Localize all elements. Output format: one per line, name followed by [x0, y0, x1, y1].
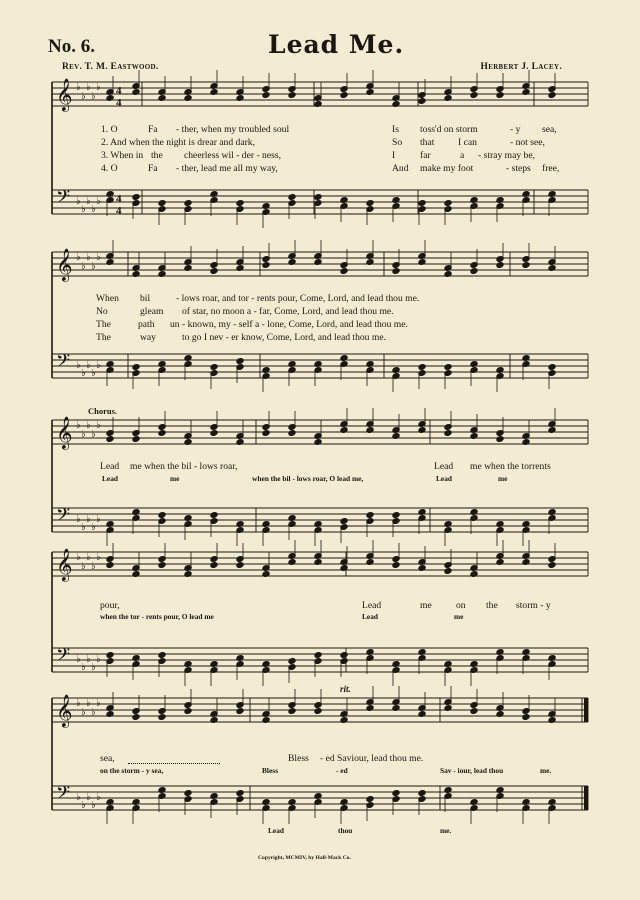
- flat-icon: ♭: [76, 252, 81, 263]
- time-signature: 4: [116, 85, 122, 97]
- lyric: of star, no moon a - far, Come, Lord, and lead thou me.: [182, 306, 394, 317]
- lyric: The: [96, 332, 111, 343]
- notehead: [184, 708, 192, 715]
- notehead: [210, 562, 218, 569]
- lyric: - y: [510, 124, 521, 135]
- notehead: [236, 708, 244, 715]
- lyric: cheerless wil - der - ness,: [184, 150, 281, 161]
- notehead: [132, 436, 140, 443]
- bass-clef-icon: 𝄢: [56, 351, 71, 376]
- flat-icon: ♭: [81, 800, 86, 811]
- lyric: I can: [458, 137, 477, 148]
- lyric: Lead: [362, 600, 382, 611]
- notehead: [132, 714, 140, 721]
- notehead: [106, 436, 114, 443]
- notehead: [314, 194, 322, 201]
- lyric: me when the bil - lows roar,: [130, 461, 238, 472]
- flat-icon: ♭: [81, 368, 86, 379]
- notehead: [340, 518, 348, 525]
- bass-clef-icon: 𝄢: [56, 187, 71, 212]
- lyric: Lead: [436, 474, 453, 483]
- flat-icon: ♭: [96, 196, 101, 207]
- flat-icon: ♭: [96, 360, 101, 371]
- bass-clef-icon: 𝄢: [56, 645, 71, 670]
- notehead: [548, 364, 556, 371]
- notehead: [418, 98, 426, 105]
- notehead: [444, 200, 452, 207]
- lyric: a: [460, 150, 465, 161]
- notehead: [236, 200, 244, 207]
- notehead: [158, 512, 166, 519]
- notehead: [418, 364, 426, 371]
- lyric: sea,: [100, 753, 115, 764]
- lyric: The: [96, 319, 111, 330]
- lyric: Fa: [148, 163, 158, 174]
- notehead: [158, 652, 166, 659]
- lyric: on the storm - y sea,: [100, 766, 164, 775]
- lyric: 3. When in: [101, 150, 144, 161]
- notehead: [288, 92, 296, 99]
- flat-icon: ♭: [86, 420, 91, 431]
- lyric: - stray may be,: [478, 150, 536, 161]
- author-credit: Rev. T. M. Eastwood.: [62, 62, 159, 72]
- notehead: [236, 562, 244, 569]
- flat-icon: ♭: [91, 204, 96, 215]
- notehead: [444, 430, 452, 437]
- lyric: toss'd on storm: [420, 124, 478, 135]
- notehead: [158, 430, 166, 437]
- notehead: [366, 200, 374, 207]
- notehead: [262, 262, 270, 269]
- notehead: [522, 714, 530, 721]
- flat-icon: ♭: [76, 360, 81, 371]
- notehead: [496, 262, 504, 269]
- notehead: [340, 92, 348, 99]
- notehead: [366, 796, 374, 803]
- lyric: - ther, lead me all my way,: [176, 163, 278, 174]
- lyric: - lows roar, and tor - rents pour, Come, Lord, and lead thou me.: [176, 293, 420, 304]
- lyric: when the tor - rents pour, O lead me: [100, 612, 214, 621]
- notehead: [288, 658, 296, 665]
- treble-clef-icon: 𝄞: [56, 694, 73, 727]
- notehead: [470, 708, 478, 715]
- flat-icon: ♭: [81, 561, 86, 572]
- notehead: [470, 268, 478, 275]
- lyric: - not see,: [510, 137, 545, 148]
- notehead: [496, 92, 504, 99]
- lyric: Fa: [148, 124, 158, 135]
- lyric: the: [486, 600, 498, 611]
- bass-clef-icon: 𝄢: [56, 783, 71, 808]
- flat-icon: ♭: [86, 514, 91, 525]
- lyric: Is: [392, 124, 399, 135]
- lyric: - ed Saviour, lead thou me.: [320, 753, 424, 764]
- final-barline: [584, 698, 588, 722]
- notehead: [340, 652, 348, 659]
- flat-icon: ♭: [86, 360, 91, 371]
- final-barline: [584, 786, 588, 810]
- lyric: bil: [140, 293, 151, 304]
- lyric: that: [420, 137, 435, 148]
- notehead: [314, 652, 322, 659]
- lyric: sea,: [542, 124, 557, 135]
- lyric: the: [151, 150, 163, 161]
- flat-icon: ♭: [81, 662, 86, 673]
- notehead: [548, 92, 556, 99]
- lyric: Bless: [288, 753, 309, 764]
- flat-icon: ♭: [76, 654, 81, 665]
- time-signature: 4: [116, 193, 122, 205]
- flat-icon: ♭: [96, 420, 101, 431]
- flat-icon: ♭: [86, 196, 91, 207]
- lyric: So: [392, 137, 403, 148]
- lyric: I: [392, 150, 396, 161]
- lyric: way: [140, 332, 156, 343]
- hymn-number: No. 6.: [48, 36, 95, 57]
- notehead: [366, 512, 374, 519]
- flat-icon: ♭: [81, 91, 86, 102]
- notehead: [262, 92, 270, 99]
- lyric: Lead: [100, 461, 120, 472]
- notehead: [106, 652, 114, 659]
- lyric: And: [392, 163, 409, 174]
- flat-icon: ♭: [96, 698, 101, 709]
- flat-icon: ♭: [76, 698, 81, 709]
- notehead: [132, 194, 140, 201]
- lyric: to go I nev - er know, Come, Lord, and lead thou me.: [182, 332, 386, 343]
- notehead: [210, 430, 218, 437]
- notehead: [288, 430, 296, 437]
- treble-clef-icon: 𝄞: [56, 548, 73, 581]
- lyric: - ther, when my troubled soul: [176, 124, 290, 135]
- treble-clef-icon: 𝄞: [56, 78, 73, 111]
- lyric: pour,: [100, 600, 120, 611]
- lyric: 1. O: [101, 124, 118, 135]
- notehead: [522, 262, 530, 269]
- flat-icon: ♭: [91, 429, 96, 440]
- flat-icon: ♭: [81, 204, 86, 215]
- lyric: me: [454, 612, 464, 621]
- notehead: [470, 92, 478, 99]
- treble-clef-icon: 𝄞: [56, 416, 73, 449]
- lyric: 2. And when the night is drear and dark,: [101, 137, 255, 148]
- flat-icon: ♭: [81, 429, 86, 440]
- lyric: gleam: [140, 306, 164, 317]
- lyric: Bless: [262, 766, 279, 775]
- lyric: Lead: [268, 826, 285, 835]
- copyright-notice: Copyright, MCMIV, by Hall-Mack Co.: [258, 855, 351, 861]
- flat-icon: ♭: [86, 82, 91, 93]
- notehead: [210, 512, 218, 519]
- notehead: [444, 364, 452, 371]
- flat-icon: ♭: [76, 196, 81, 207]
- lyric: Sav - iour, lead thou: [440, 766, 504, 775]
- flat-icon: ♭: [96, 252, 101, 263]
- notehead: [210, 268, 218, 275]
- lyric: when the bil - lows roar, O lead me,: [252, 474, 364, 483]
- composer-credit: Herbert J. Lacey.: [480, 62, 562, 72]
- notehead: [184, 200, 192, 207]
- notehead: [392, 790, 400, 797]
- treble-clef-icon: 𝄞: [56, 248, 73, 281]
- lyric-extender: [128, 763, 220, 764]
- flat-icon: ♭: [76, 552, 81, 563]
- lyric: me: [420, 600, 432, 611]
- flat-icon: ♭: [91, 662, 96, 673]
- flat-icon: ♭: [86, 654, 91, 665]
- notehead: [314, 708, 322, 715]
- flat-icon: ♭: [91, 707, 96, 718]
- notehead: [184, 790, 192, 797]
- lyric: me: [498, 474, 508, 483]
- notehead: [288, 194, 296, 201]
- notehead: [236, 790, 244, 797]
- lyric: - steps: [506, 163, 531, 174]
- notehead: [288, 708, 296, 715]
- time-signature: 4: [116, 205, 122, 217]
- flat-icon: ♭: [96, 552, 101, 563]
- flat-icon: ♭: [86, 698, 91, 709]
- flat-icon: ♭: [76, 420, 81, 431]
- flat-icon: ♭: [76, 792, 81, 803]
- lyric: path: [138, 319, 155, 330]
- hymn-title: Lead Me.: [268, 30, 405, 59]
- flat-icon: ♭: [91, 522, 96, 533]
- notehead: [418, 200, 426, 207]
- lyric: storm - y: [516, 600, 551, 611]
- notehead: [340, 268, 348, 275]
- lyric: me when the torrents: [470, 461, 551, 472]
- lyric: far: [420, 150, 431, 161]
- lyric: free,: [542, 163, 560, 174]
- flat-icon: ♭: [81, 522, 86, 533]
- lyric: me: [170, 474, 180, 483]
- notehead: [548, 562, 556, 569]
- lyric: un - known, my - self a - lone, Come, Lord, and lead thou me.: [170, 319, 408, 330]
- flat-icon: ♭: [91, 368, 96, 379]
- lyric: 4. O: [101, 163, 118, 174]
- flat-icon: ♭: [96, 82, 101, 93]
- lyric: make my foot: [420, 163, 474, 174]
- lyric: me.: [540, 766, 552, 775]
- lyric: on: [456, 600, 466, 611]
- flat-icon: ♭: [86, 792, 91, 803]
- flat-icon: ♭: [96, 514, 101, 525]
- notehead: [236, 358, 244, 365]
- lyric: - ed: [336, 766, 348, 775]
- chorus-label: Chorus.: [88, 406, 118, 416]
- flat-icon: ♭: [96, 792, 101, 803]
- lyric: Lead: [362, 612, 379, 621]
- notehead: [496, 436, 504, 443]
- flat-icon: ♭: [81, 707, 86, 718]
- flat-icon: ♭: [76, 82, 81, 93]
- lyric: Lead: [102, 474, 119, 483]
- flat-icon: ♭: [96, 654, 101, 665]
- notehead: [210, 364, 218, 371]
- lyric: Lead: [434, 461, 454, 472]
- flat-icon: ♭: [86, 252, 91, 263]
- ritardando-mark: rit.: [340, 684, 351, 694]
- notehead: [132, 364, 140, 371]
- flat-icon: ♭: [86, 552, 91, 563]
- notehead: [106, 562, 114, 569]
- flat-icon: ♭: [81, 261, 86, 272]
- time-signature: 4: [116, 97, 122, 109]
- notehead: [262, 430, 270, 437]
- bass-clef-icon: 𝄢: [56, 505, 71, 530]
- flat-icon: ♭: [91, 561, 96, 572]
- lyric: me.: [440, 826, 452, 835]
- notehead: [392, 512, 400, 519]
- notehead: [418, 790, 426, 797]
- notehead: [158, 562, 166, 569]
- flat-icon: ♭: [91, 800, 96, 811]
- lyric: thou: [338, 826, 353, 835]
- flat-icon: ♭: [91, 91, 96, 102]
- flat-icon: ♭: [91, 261, 96, 272]
- lyric: No: [96, 306, 108, 317]
- notehead: [158, 714, 166, 721]
- notehead: [444, 568, 452, 575]
- flat-icon: ♭: [76, 514, 81, 525]
- lyric: When: [96, 293, 119, 304]
- notehead: [392, 562, 400, 569]
- notehead: [392, 268, 400, 275]
- notehead: [158, 200, 166, 207]
